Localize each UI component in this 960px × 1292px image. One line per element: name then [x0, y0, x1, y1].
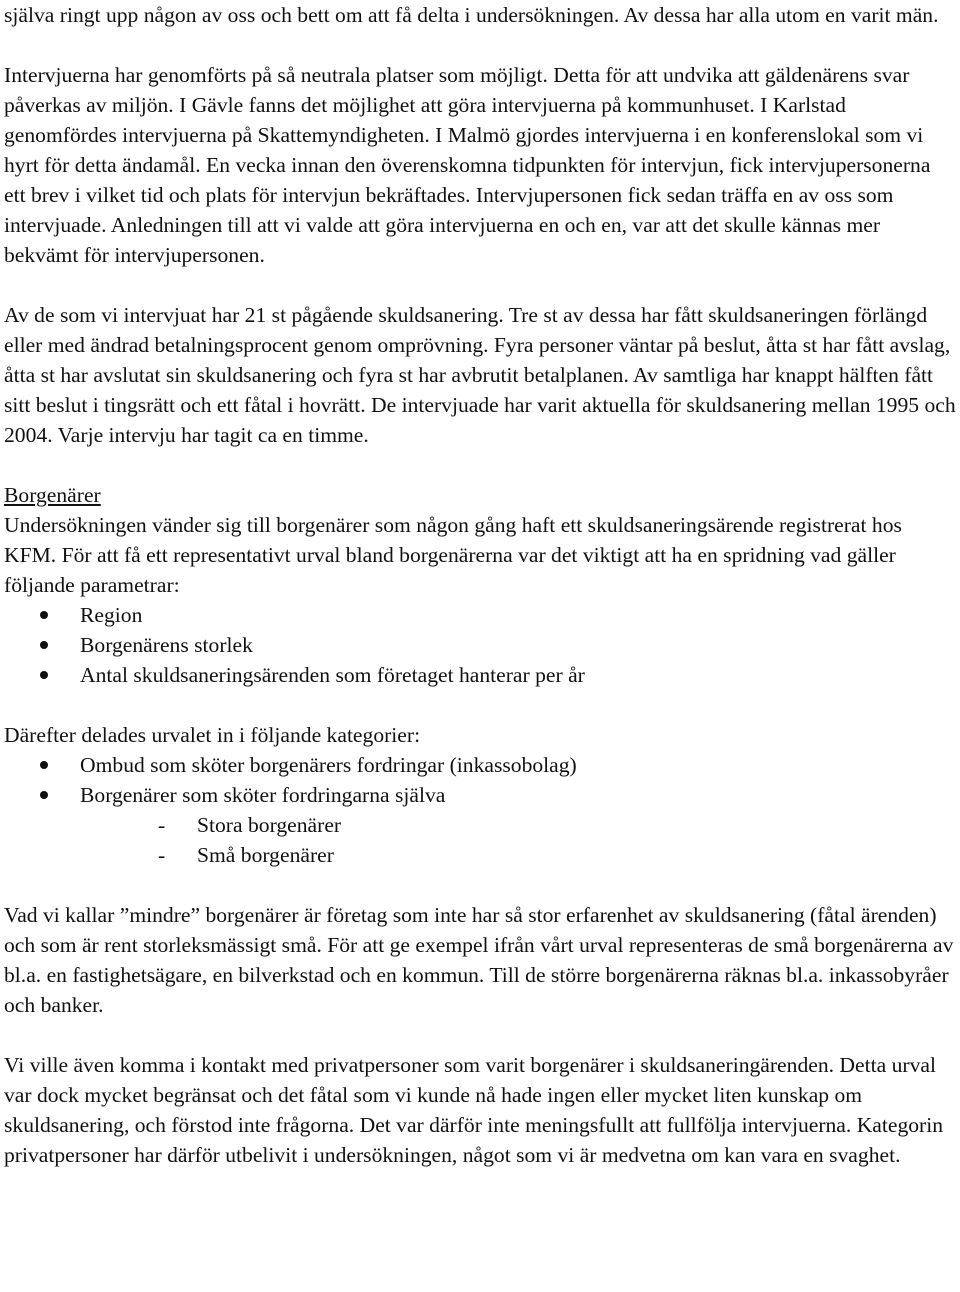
dash-icon: - — [158, 813, 166, 837]
list-item-text: Små borgenärer — [197, 843, 334, 867]
bullet-icon — [40, 611, 48, 619]
bullet-icon — [40, 671, 48, 679]
paragraph-smaller-creditors: Vad vi kallar ”mindre” borgenärer är företag som inte har så stor erfarenhet av skuldsanering (fåtal ärenden) och som är rent storleksmässigt små. För att ge exempel ifrån vårt urval representeras de små borgenärerna av bl.a. en fastighetsägare, en bilverkstad och en kommun. Till de större borgenärerna räknas bl.a. inkassobyråer och banker. — [4, 903, 954, 1017]
paragraph-private-persons: Vi ville även komma i kontakt med privatpersoner som varit borgenärer i skuldsaneringärenden. Detta urval var dock mycket begränsat och det fåtal som vi kunde nå hade ingen eller mycket liten kunskap om skuldsanering, och förstod inte frågorna. Det var därför inte meningsfullt att fullfölja intervjuerna. Kategorin privatpersoner har därför utbelivit i undersökningen, något som vi är medvetna om kan vara en svaghet. — [4, 1053, 944, 1167]
list-item-text: Stora borgenärer — [197, 813, 342, 837]
list-item — [4, 840, 956, 870]
list-item — [4, 810, 956, 840]
list-item — [4, 660, 956, 690]
bullet-icon — [40, 761, 48, 769]
parameter-list — [4, 600, 956, 690]
list-item — [4, 600, 956, 630]
section-heading-borgenarer: Borgenärer — [4, 483, 101, 507]
list-item-text: Region — [80, 603, 143, 627]
list-item-text: Ombud som sköter borgenärers fordringar (inkassobolag) — [80, 753, 577, 777]
bullet-icon — [40, 791, 48, 799]
paragraph-participants: själva ringt upp någon av oss och bett om att få delta i undersökningen. Av dessa har alla utom en varit män. — [4, 3, 939, 27]
category-list — [4, 750, 956, 810]
list-item-text: Borgenärens storlek — [80, 633, 253, 657]
list-item-text: Antal skuldsaneringsärenden som företaget hanterar per år — [80, 663, 585, 687]
paragraph-categories-intro: Därefter delades urvalet in i följande kategorier: — [4, 723, 421, 747]
list-item-text: Borgenärer som sköter fordringarna själva — [80, 783, 446, 807]
document-page — [4, 0, 956, 1170]
paragraph-interviewee-status: Av de som vi intervjuat har 21 st pågående skuldsanering. Tre st av dessa har fått skuldsaneringen förlängd eller med ändrad betalningsprocent genom omprövning. Fyra personer väntar på beslut, åtta st har fått avslag, åtta st har avslutat sin skuldsanering och fyra st har avbrutit betalplanen. Av samtliga har knappt hälften fått sitt beslut i tingsrätt och ett fåtal i hovrätt. De intervjuade har varit aktuella för skuldsanering mellan 1995 och 2004. Varje intervju har tagit ca en timme. — [4, 303, 956, 447]
paragraph-creditor-selection: Undersökningen vänder sig till borgenärer som någon gång haft ett skuldsaneringsärende registrerat hos KFM. För att få ett representativt urval bland borgenärerna var det viktigt att ha en spridning vad gäller följande parametrar: — [4, 513, 902, 597]
subcategory-list — [4, 810, 956, 870]
list-item — [4, 780, 956, 810]
list-item — [4, 750, 956, 780]
list-item — [4, 630, 956, 660]
bullet-icon — [40, 641, 48, 649]
dash-icon: - — [158, 843, 166, 867]
paragraph-interview-locations: Intervjuerna har genomförts på så neutrala platser som möjligt. Detta för att undvika att gäldenärens svar påverkas av miljön. I Gävle fanns det möjlighet att göra intervjuerna på kommunhuset. I Karlstad genomfördes intervjuerna på Skattemyndigheten. I Malmö gjordes intervjuerna i en konferenslokal som vi hyrt för detta ändamål. En vecka innan den överenskomna tidpunkten för intervjun, fick intervjupersonerna ett brev i vilket tid och plats för intervjun bekräftades. Intervjupersonen fick sedan träffa en av oss som intervjuade. Anledningen till att vi valde att göra intervjuerna en och en, var att det skulle kännas mer bekvämt för intervjupersonen. — [4, 63, 931, 267]
